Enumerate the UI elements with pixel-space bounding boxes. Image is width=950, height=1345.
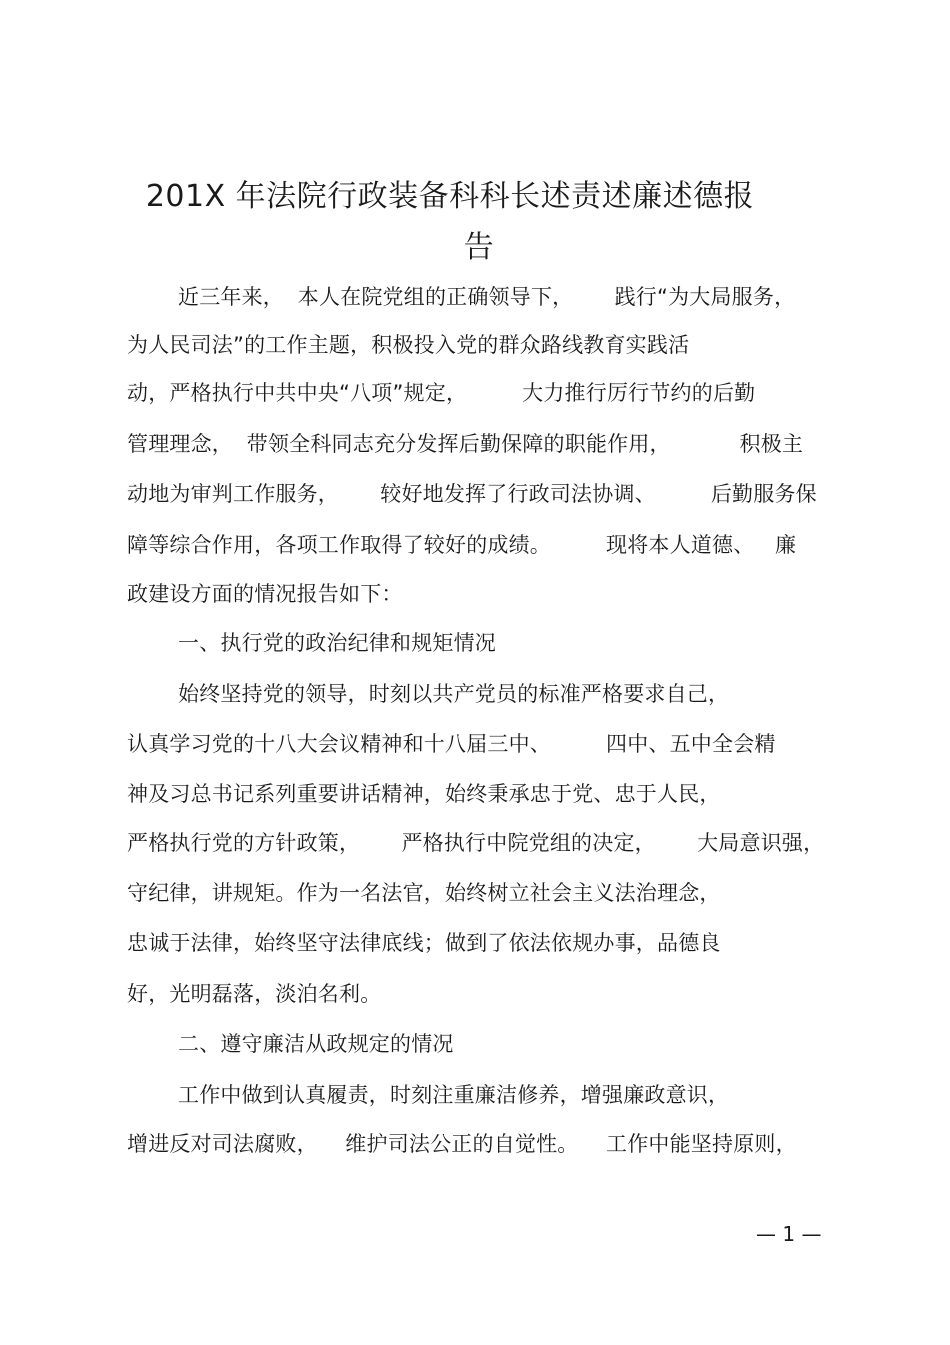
- paragraph-line: 增进反对司法腐败， 维护司法公正的自觉性。 工作中能坚持原则，: [127, 1132, 797, 1156]
- paragraph-line: 忠诚于法律，始终坚守法律底线；做到了依法依规办事，品德良: [127, 931, 721, 955]
- page-number: — 1 —: [756, 1222, 822, 1246]
- section-heading-1: 一、执行党的政治纪律和规矩情况: [178, 631, 496, 655]
- paragraph-line: 始终坚持党的领导，时刻以共产党员的标准严格要求自己，: [178, 682, 730, 706]
- document-title-line-2: 告: [463, 230, 495, 265]
- document-title-line-1: 201X 年法院行政装备科科长述责述廉述德报: [145, 179, 755, 214]
- paragraph-line: 障等综合作用，各项工作取得了较好的成绩。 现将本人道德、 廉: [127, 533, 797, 557]
- paragraph-line: 好，光明磊落，淡泊名利。: [127, 982, 382, 1006]
- paragraph-line: 神及习总书记系列重要讲话精神，始终秉承忠于党、忠于人民，: [127, 782, 721, 806]
- paragraph-line: 为人民司法”的工作主题，积极投入党的群众路线教育实践活: [127, 333, 690, 357]
- paragraph-line: 工作中做到认真履责，时刻注重廉洁修养，增强廉政意识，: [178, 1083, 730, 1107]
- paragraph-line: 严格执行党的方针政策， 严格执行中院党组的决定， 大局意识强，: [127, 831, 825, 855]
- paragraph-line: 动，严格执行中共中央“八项”规定， 大力推行厉行节约的后勤: [127, 381, 756, 405]
- section-heading-2: 二、遵守廉洁从政规定的情况: [178, 1032, 454, 1056]
- paragraph-line: 近三年来， 本人在院党组的正确领导下， 践行“为大局服务，: [178, 285, 796, 309]
- paragraph-line: 动地为审判工作服务， 较好地发挥了行政司法协调、 后勤服务保: [127, 482, 817, 506]
- paragraph-line: 政建设方面的情况报告如下：: [127, 582, 403, 606]
- paragraph-line: 认真学习党的十八大会议精神和十八届三中、 四中、五中全会精: [127, 732, 776, 756]
- paragraph-line: 守纪律，讲规矩。作为一名法官，始终树立社会主义法治理念，: [127, 881, 721, 905]
- paragraph-line: 管理理念， 带领全科同志充分发挥后勤保障的职能作用， 积极主: [127, 432, 804, 456]
